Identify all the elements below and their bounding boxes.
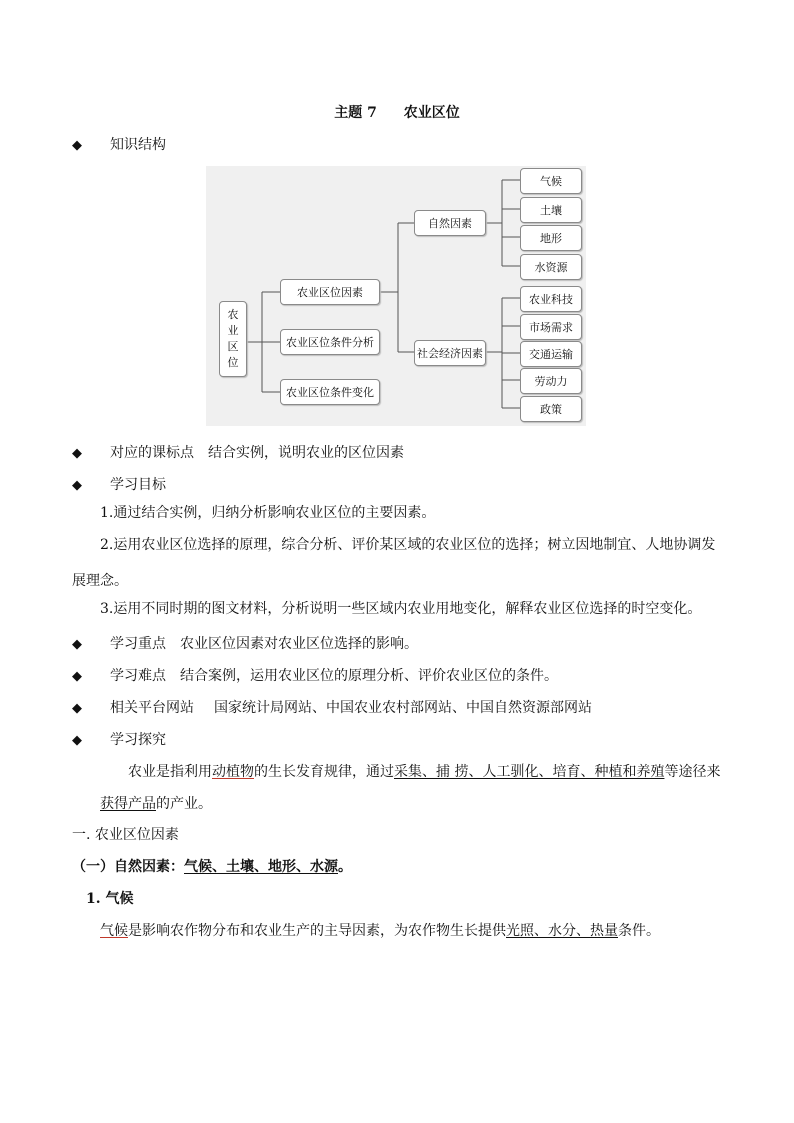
diamond-bullet-icon: ◆ <box>72 701 82 716</box>
goal-item-2: 2.运用农业区位选择的原理，综合分析、评价某区域的农业区位的选择；树立因地制宜、人地协调发 <box>100 537 716 553</box>
page-title <box>0 102 794 122</box>
curriculum-standard: ◆ 对应的课标点 结合实例，说明农业的区位因素 <box>72 445 404 461</box>
diamond-bullet-icon: ◆ <box>72 733 82 748</box>
goals-heading: ◆ 学习目标 <box>72 477 166 493</box>
diamond-bullet-icon: ◆ <box>72 478 82 493</box>
diagram-root-node: 农 业 区 位 <box>219 301 247 377</box>
diagram-node-location-factors: 农业区位因素 <box>280 279 380 305</box>
diagram-node-climate: 气候 <box>520 168 582 194</box>
topic-number: 主题 7 <box>334 105 377 121</box>
learning-focus: ◆ 学习重点 农业区位因素对农业区位选择的影响。 <box>72 636 418 652</box>
diagram-node-condition-analysis: 农业区位条件分析 <box>280 329 380 355</box>
knowledge-structure-diagram <box>206 166 586 426</box>
diagram-node-social-factors: 社会经济因素 <box>414 340 486 366</box>
diagram-node-market: 市场需求 <box>520 314 582 340</box>
diagram-node-natural-factors: 自然因素 <box>414 210 486 236</box>
explore-paragraph-line1: 农业是指利用动植物的生长发育规律，通过采集、捕 捞、人工驯化、培育、种植和养殖等途径来 <box>128 764 721 780</box>
goal-item-2-cont: 展理念。 <box>72 573 128 589</box>
diamond-bullet-icon: ◆ <box>72 446 82 461</box>
section-heading-1: 一. 农业区位因素 <box>72 827 179 843</box>
diagram-node-agri-tech: 农业科技 <box>520 286 582 312</box>
diamond-bullet-icon: ◆ <box>72 138 82 153</box>
explore-heading: ◆ 学习探究 <box>72 732 166 748</box>
topic-name: 农业区位 <box>403 105 460 121</box>
point-heading-climate: 1. 气候 <box>86 891 134 907</box>
diagram-node-policy: 政策 <box>520 396 582 422</box>
subsection-natural-factors: （一）自然因素：气候、土壤、地形、水源。 <box>72 859 352 875</box>
knowledge-heading: ◆ 知识结构 <box>72 137 166 153</box>
goal-item-1: 1.通过结合实例，归纳分析影响农业区位的主要因素。 <box>100 505 436 521</box>
diamond-bullet-icon: ◆ <box>72 669 82 684</box>
diagram-node-labor: 劳动力 <box>520 368 582 394</box>
climate-paragraph: 气候是影响农作物分布和农业生产的主导因素，为农作物生长提供光照、水分、热量条件。 <box>100 923 660 939</box>
goal-item-3: 3.运用不同时期的图文材料，分析说明一些区域内农业用地变化，解释农业区位选择的时空变化。 <box>100 601 702 617</box>
diamond-bullet-icon: ◆ <box>72 637 82 652</box>
related-websites: ◆ 相关平台网站 国家统计局网站、中国农业农村部网站、中国自然资源部网站 <box>72 700 592 716</box>
learning-difficulty: ◆ 学习难点 结合案例，运用农业区位的原理分析、评价农业区位的条件。 <box>72 668 558 684</box>
diagram-node-terrain: 地形 <box>520 225 582 251</box>
explore-paragraph-line2: 获得产品的产业。 <box>100 796 212 812</box>
diagram-node-condition-change: 农业区位条件变化 <box>280 379 380 405</box>
diagram-node-water: 水资源 <box>520 254 582 280</box>
diagram-node-soil: 土壤 <box>520 197 582 223</box>
diagram-node-transport: 交通运输 <box>520 341 582 367</box>
